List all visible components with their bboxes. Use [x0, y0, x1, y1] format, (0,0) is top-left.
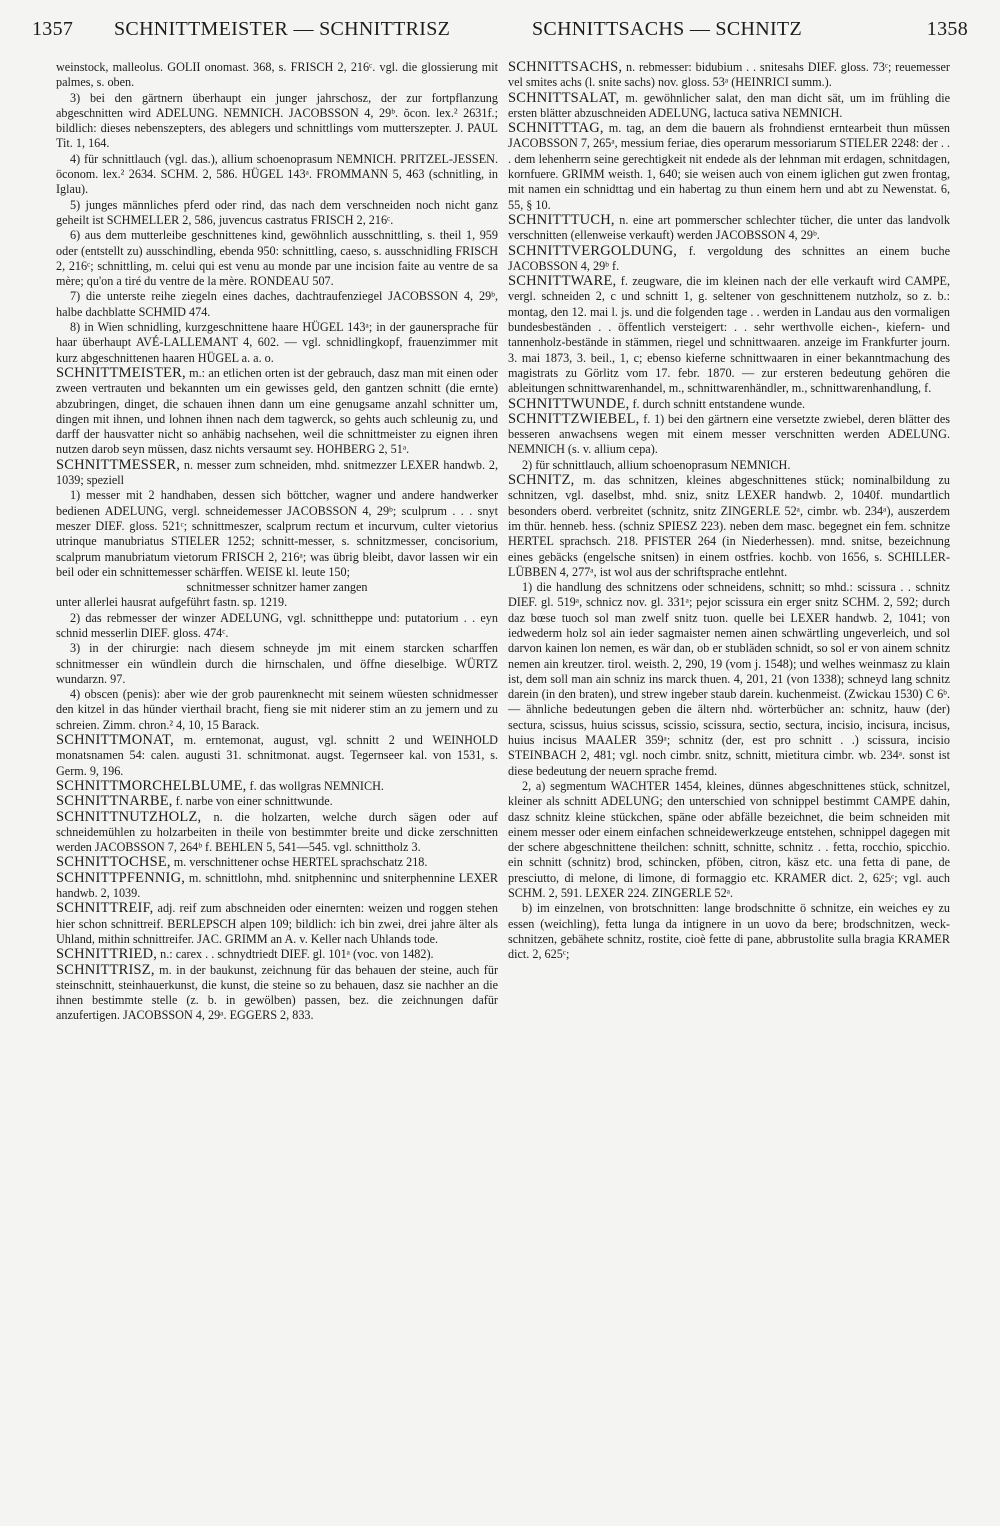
headword: SCHNITTMEISTER,	[56, 364, 186, 381]
dictionary-entry	[508, 60, 950, 91]
entry-body: m.: an etlichen orten ist der gebrauch, dasz man mit einen oder zween vertrauten und bekannten um ein gewisses geld, den gantzen schnitt (die ernte) abzubringen, dinget, die schauen ihnen dann um eine genugsame anzahl schnitter um, dingen mit ihnen, und lohnen ihnen nach dem tagwerck, so gehts auch schleunig zu, und darff der hausvatter nicht so anhäbig nachsehen, weil die schnittmeister zu eignen ihren nutzen darob seyn müssen, dasz nichts versaumt sey. HOHBERG 2, 51ᵃ.	[56, 365, 498, 457]
headword: SCHNITTMORCHELBLUME,	[56, 777, 247, 794]
headword: SCHNITTNUTZHOLZ,	[56, 808, 202, 825]
dictionary-entry	[56, 963, 498, 1024]
entry-body: m. verschnittener ochse HERTEL sprachschatz 218.	[173, 855, 428, 870]
dictionary-entry	[56, 871, 498, 902]
dictionary-entry	[508, 274, 950, 396]
sense-paragraph: 1) die handlung des schnitzens oder schneidens, schnitt; so mhd.: scissura . . schnitz DIEF. gl. 519ᵃ, schnicz nov. gl. 331ᵃ; pejor scissura ein erger snitz SCHM. 2, 592; durch daz bœse tuoch sol man zwelf snitz tuon. quelle bei LEXER handwb. 2, 1041; von iedwederm holz sol ain ieder sagmaister nemen ainen schwärtling ungeverleich, und sol darvon kainen lon nemen, es wär dan, ob er stubläden schnidt, so sol er von ainem schnitz nemen ain kreutzer. tirol. weisth. 2, 290, 19 (vom j. 1548); und welhes weinmasz zu klain ist, dem soll man ain schniz ins marck thuen. 4, 201, 21 (von 1338); schneyd lang schnitz darein (in den braten), und strew ingeber staub darein. kuchenmeist. (Zwickau 1530) C 6ᵇ. — ähnliche bedeutungen geben die ältern nhd. wörterbücher an: schnitz, hauw (der) sectura, scissus, huius scissus, scissio, scissura, sectio, sectura, incisio, incisura, incisus, huius incisus MAALER 359ᵃ; schnitz (der, est pro schnitt . .) scissura, incisio STEINBACH 2, 481; vgl. noch cimbr. snitz, schnitt, mietitura cimbr. wb. 234ᵃ. sonst ist diese bedeutung der neuern sprache fremd.	[508, 580, 950, 778]
sense-paragraph: 5) junges männliches pferd oder rind, das nach dem verschneiden noch nicht ganz geheilt ist SCHMELLER 2, 586, juvencus castratus FRISCH 2, 216ᶜ.	[56, 197, 498, 227]
headword: SCHNITTRISZ,	[56, 961, 155, 978]
sense-paragraph: 3) bei den gärtnern überhaupt ein junger jahrschosz, der zur fortpflanzung abgeschnitten wird ADELUNG. NEMNICH. JACOBSSON 4, 29ᵇ. ŏcon. lex.² 2631f.; bildlich: dieses nebenszepters, des ablegers und schnittlings vom mutterszepter. J. PAUL Tit. 1, 164.	[56, 90, 498, 151]
dictionary-entry	[508, 121, 950, 213]
entry-body: f. durch schnitt entstandene wunde.	[632, 396, 806, 411]
entry-body: m. erntemonat, august, vgl. schnitt 2 und WEINHOLD monatsnamen 54: calen. augusti 31. schnitmonat. augst. Tegernseer kal. von 1531, s. Germ. 9, 196.	[56, 733, 498, 778]
entry-body: m. in der baukunst, zeichnung für das behauen der steine, auch für steinschnitt, steinhauerkunst, die kunst, die steine so zu behauen, dasz sie nachher an die ihnen bestimmte stelle (z. b. in gewölben) passen, bez. die zeichnungen dafür anzufertigen. JACOBSSON 4, 29ᵃ. EGGERS 2, 833.	[56, 962, 498, 1023]
dictionary-entry	[508, 213, 950, 244]
page-header	[32, 18, 968, 48]
headword: SCHNITTTUCH,	[508, 211, 615, 228]
entry-body: f. narbe von einer schnittwunde.	[175, 794, 333, 809]
entry-body: m. schnittlohn, mhd. snitphenninc und sniterphennine LEXER handwb. 2, 1039.	[56, 870, 498, 901]
dictionary-entry	[508, 244, 950, 275]
page-number-left: 1357	[32, 18, 74, 40]
dictionary-entry	[56, 458, 498, 489]
entry-continuation: weinstock, malleolus. GOLII onomast. 368, s. FRISCH 2, 216ᶜ. vgl. die glossierung mit palmes, s. oben.	[56, 60, 498, 90]
sense-paragraph: 2) das rebmesser der winzer ADELUNG, vgl. schnittheppe und: putatorium . . eyn schnid messerlin DIEF. gloss. 474ᶜ.	[56, 610, 498, 640]
verse-line: schnitmesser schnitzer hamer zangen	[186, 580, 368, 595]
entry-body: f. vergoldung des schnittes an einem buche JACOBSSON 4, 29ᵇ f.	[508, 243, 950, 273]
sense-paragraph: 4) obscen (penis): aber wie der grob paurenknecht mit seinem wüesten schnidmesser den kitzel in das hünder vierthail bracht, fieng sie mit niderer stim an zu jemern und zu schreien. Zimm. chron.² 4, 10, 15 Barack.	[56, 687, 498, 732]
entry-body: n. messer zum schneiden, mhd. snitmezzer LEXER handwb. 2, 1039; speziell	[56, 457, 498, 488]
sense-paragraph: 1) messer mit 2 handhaben, dessen sich böttcher, wagner und andere handwerker bedienen ADELUNG, vergl. schneidemesser JACOBSSON 4, 29ᵇ; sculprum . . . snyt meszer DIEF. gloss. 521ᶜ; schnittmeszer, scalprum rectum et incurvum, culter vietorius utrinque manubriatus STIELER 1252; schnitt-messer, s. schnitzmesser, concisorium, scalprum manubriatum vietorum FRISCH 2, 216ᵃ; was übrig bleibt, davor lassen wir ein beil oder ein schnittemesser schärffen. WEISE kl. leute 150;	[56, 488, 498, 579]
running-title-left: SCHNITTMEISTER — SCHNITTRISZ	[114, 18, 451, 40]
headword: SCHNITTVERGOLDUNG,	[508, 242, 678, 259]
entry-body: adj. reif zum abschneiden oder einernten: weizen und roggen stehen hier schon schnittreif. BERLEPSCH alpen 109; bildlich: ich bin zwei, drei jahre älter als Uhland, mithin schnittreifer. JAC. GRIMM an A. v. Keller nach Uhlands tode.	[56, 901, 499, 946]
entry-body: f. das wollgras NEMNICH.	[249, 778, 384, 793]
dictionary-entry	[56, 733, 498, 779]
headword: SCHNITTNARBE,	[56, 793, 173, 810]
headword: SCHNITTMESSER,	[56, 456, 181, 473]
headword: SCHNITTTAG,	[508, 120, 604, 137]
dictionary-entry	[56, 794, 498, 809]
entry-body: m. das schnitzen, kleines abgeschnittenes stück; nominalbildung zu schnitzen, vgl. daselbst, mhd. sniz, snitz LEXER handwb. 2, 1040f. mundartlich besonders oberd. verbreitet (schnitz, snitz ZINGERLE 52ᵃ, cimbr. wb. 234ᵃ), auszerdem im thür. henneb. hess. (schniz SPIESZ 223). neben dem masc. begegnet ein fem. schnitze HERTEL sprachsch. 218. PFISTER 264 (in Niederhessen). mnd. snitse, bezeichnung eines gebäcks (engelsche snitsen) in einem ostfries. kochb. von 1656, s. SCHILLER-LÜBBEN 4, 277ᵃ, ist wol aus der schriftsprache entlehnt.	[508, 473, 950, 579]
dictionary-entry	[56, 901, 498, 947]
sense-paragraph: 2) für schnittlauch, allium schoenoprasum NEMNICH.	[522, 457, 791, 472]
headword: SCHNITTRIED,	[56, 946, 158, 963]
headword: SCHNITTMONAT,	[56, 732, 174, 749]
page-number-right: 1358	[926, 18, 968, 40]
headword: SCHNITTSACHS,	[508, 59, 623, 75]
sense-paragraph: 7) die unterste reihe ziegeln eines daches, dachtraufenziegel JACOBSSON 4, 29ᵇ, halbe dachblatte SCHMID 474.	[56, 289, 498, 319]
headword: SCHNITTPFENNIG,	[56, 869, 186, 886]
entry-body: m. gewöhnlicher salat, den man dicht sät, um im frühling die ersten blätter abzuschneiden ADELUNG, lactuca sativa NEMNICH.	[508, 90, 951, 120]
right-column	[508, 60, 950, 963]
left-column	[56, 60, 498, 1024]
headword: SCHNITTZWIEBEL,	[508, 410, 640, 427]
sense-paragraph: b) im einzelnen, von brotschnitten: lange brodschnitte ö schnitze, ein weiches ey zu essen (weichling), fetta lunga da intignere in un uovo da bere; brodschnitzen, weck-schnitzen, gebähete schnitz, rostite, cioè fette di pane, abbrustolite sulla bragia KRAMER dict. 2, 625ᶜ;	[508, 901, 950, 962]
sense-paragraph: 3) in der chirurgie: nach diesem schneyde jm mit einem starcken scharffen schnitmesser ein wündlein durch die hirnschalen, und öffne dieselbige. WÜRTZ wundarzn. 97.	[56, 641, 498, 686]
headword: SCHNITZ,	[508, 472, 575, 489]
dictionary-entry	[56, 779, 498, 794]
running-title-right: SCHNITTSACHS — SCHNITZ	[532, 18, 802, 40]
entry-body: f. 1) bei den gärtnern eine versetzte zwiebel, deren blätter des besseren anwachsens wegen mit einem messer verschnitten werden ADELUNG. NEMNICH (s. v. allium cepa).	[508, 411, 950, 457]
entry-body: n.: carex . . schnydtriedt DIEF. gl. 101ᵃ (voc. von 1482).	[160, 947, 434, 962]
headword: SCHNITTREIF,	[56, 900, 154, 917]
entry-body: n. rebmesser: bidubium . . snitesahs DIEF. gloss. 73ᶜ; reuemesser vel smites achs (l. snite sachs) nov. gloss. 53ᵃ (HEINRICI summ.).	[508, 60, 950, 90]
dictionary-entry	[508, 412, 950, 458]
entry-body: n. eine art pommerscher schlechter tücher, die unter das landvolk verschnitten (ellenweise verkauft) werden JACOBSSON 4, 29ᵇ.	[508, 212, 951, 243]
verse-source: unter allerlei hausrat aufgeführt fastn. sp. 1219.	[56, 595, 288, 610]
entry-body: n. die holzarten, welche durch sägen oder auf schneidemühlen zu holzarbeiten in theile von bestimmter breite und dicke zerschnitten werden JACOBSSON 7, 264ᵇ f. BEHLEN 5, 541—545. vgl. schnittholz 3.	[56, 809, 498, 855]
sense-paragraph: 2, a) segmentum WACHTER 1454, kleines, dünnes abgeschnittenes stück, schnitzel, kleiner als schnitt ADELUNG; den unterschied von schnippel bestimmt CAMPE dahin, dasz schnitz kleine stückchen, späne oder abfälle bezeichnet, die beim schneiden mit einem messer oder einem einfachen schneidewerkzeuge entstehen, schnippel dagegen mit der schere abgeschnittene theilchen: schnitt, schnitte, schnitz . . fetta, rocchio, spicchio. ein schnitt (schnitz) brod, schincken, pföben, citron, käsz etc. una fetta di pane, de presciutto, di melone, di limone, di formaggio etc. KRAMER dict. 2, 625ᶜ; vgl. auch SCHM. 2, 591. LEXER 224. ZINGERLE 52ᵃ.	[508, 778, 950, 901]
entry-body: f. zeugware, die im kleinen nach der elle verkauft wird CAMPE, vergl. schneiden 2, c und schnitt 1, g. seltener von geschnittenem nutzholz, so z. b.: montag, den 12. mai l. js. und die folgenden tage . . werden in Landau aus den vormaligen bundesbeständen . . öffentlich versteigert: . . sehr werthvolle eichen-, kiefern- und tannenholz-bestände in stämmen, riegel und schnittwaaren. anzeige im Frankfurter journ. 3. mai 1873, 3. beil., 1, c; ebenso kieferne schnittwaaren in einer bekanntmachung des magistrats zu Görlitz vom 17. febr. 1870. — zur ersteren bedeutung gehören die ableitungen schnittwarenhandel, m., schnittwarenhändler, m., schnittwarenhandlung, f.	[508, 274, 951, 396]
headword: SCHNITTWARE,	[508, 273, 617, 290]
dictionary-entry	[508, 473, 950, 580]
sense-paragraph: 4) für schnittlauch (vgl. das.), allium schoenoprasum NEMNICH. PRITZEL-JESSEN. öconom. lex.² 2634. SCHM. 2, 586. HÜGEL 143ᵃ. FROMMANN 5, 463 (schnitling, in Iglau).	[56, 151, 498, 197]
dictionary-entry	[508, 397, 950, 412]
headword: SCHNITTOCHSE,	[56, 854, 171, 871]
headword: SCHNITTWUNDE,	[508, 395, 630, 412]
sense-paragraph: 8) in Wien schnidling, kurzgeschnittene haare HÜGEL 143ᵃ; in der gaunersprache für haar überhaupt AVÉ-LALLEMANT 4, 602. — vgl. schnidlingkopf, frauenzimmer mit kurz abgeschnittenen haaren HÜGEL a. a. o.	[56, 320, 498, 365]
dictionary-entry	[56, 855, 498, 870]
dictionary-entry	[56, 366, 498, 458]
sense-paragraph: 6) aus dem mutterleibe geschnittenes kind, gewöhnlich ausschnittling, s. theil 1, 959 oder (entstellt zu) ausschindling, ebenda 950: schnittling, caeso, s. ausschnidling FRISCH 2, 216ᶜ; schnittling, m. celui qui est venu au monde par une incision faite au ventre de sa mère; qu'on a tiré du ventre de la mère. RONDEAU 507.	[56, 228, 498, 289]
headword: SCHNITTSALAT,	[508, 89, 620, 106]
dictionary-entry	[508, 91, 950, 122]
dictionary-entry	[56, 810, 498, 856]
entry-body: m. tag, an dem die bauern als frohndienst erntearbeit thun müssen JACOBSSON 7, 265ᵃ, messium feriae, dies operarum messoriarum STIELER 2248: der . . . dem lehenherrn seine gerechtigkeit nit endede als der lehnman mit erdagen, schnitdagen, kornfuere. GRIMM weisth. 1, 640; sie weisen auch von einem iglichen gut zwen frontag, mit namen ein schnidttag und ein habertag zu thun einem hern und abt zu Newenstat. 6, 55, § 10.	[508, 121, 950, 212]
dictionary-entry	[56, 947, 498, 962]
